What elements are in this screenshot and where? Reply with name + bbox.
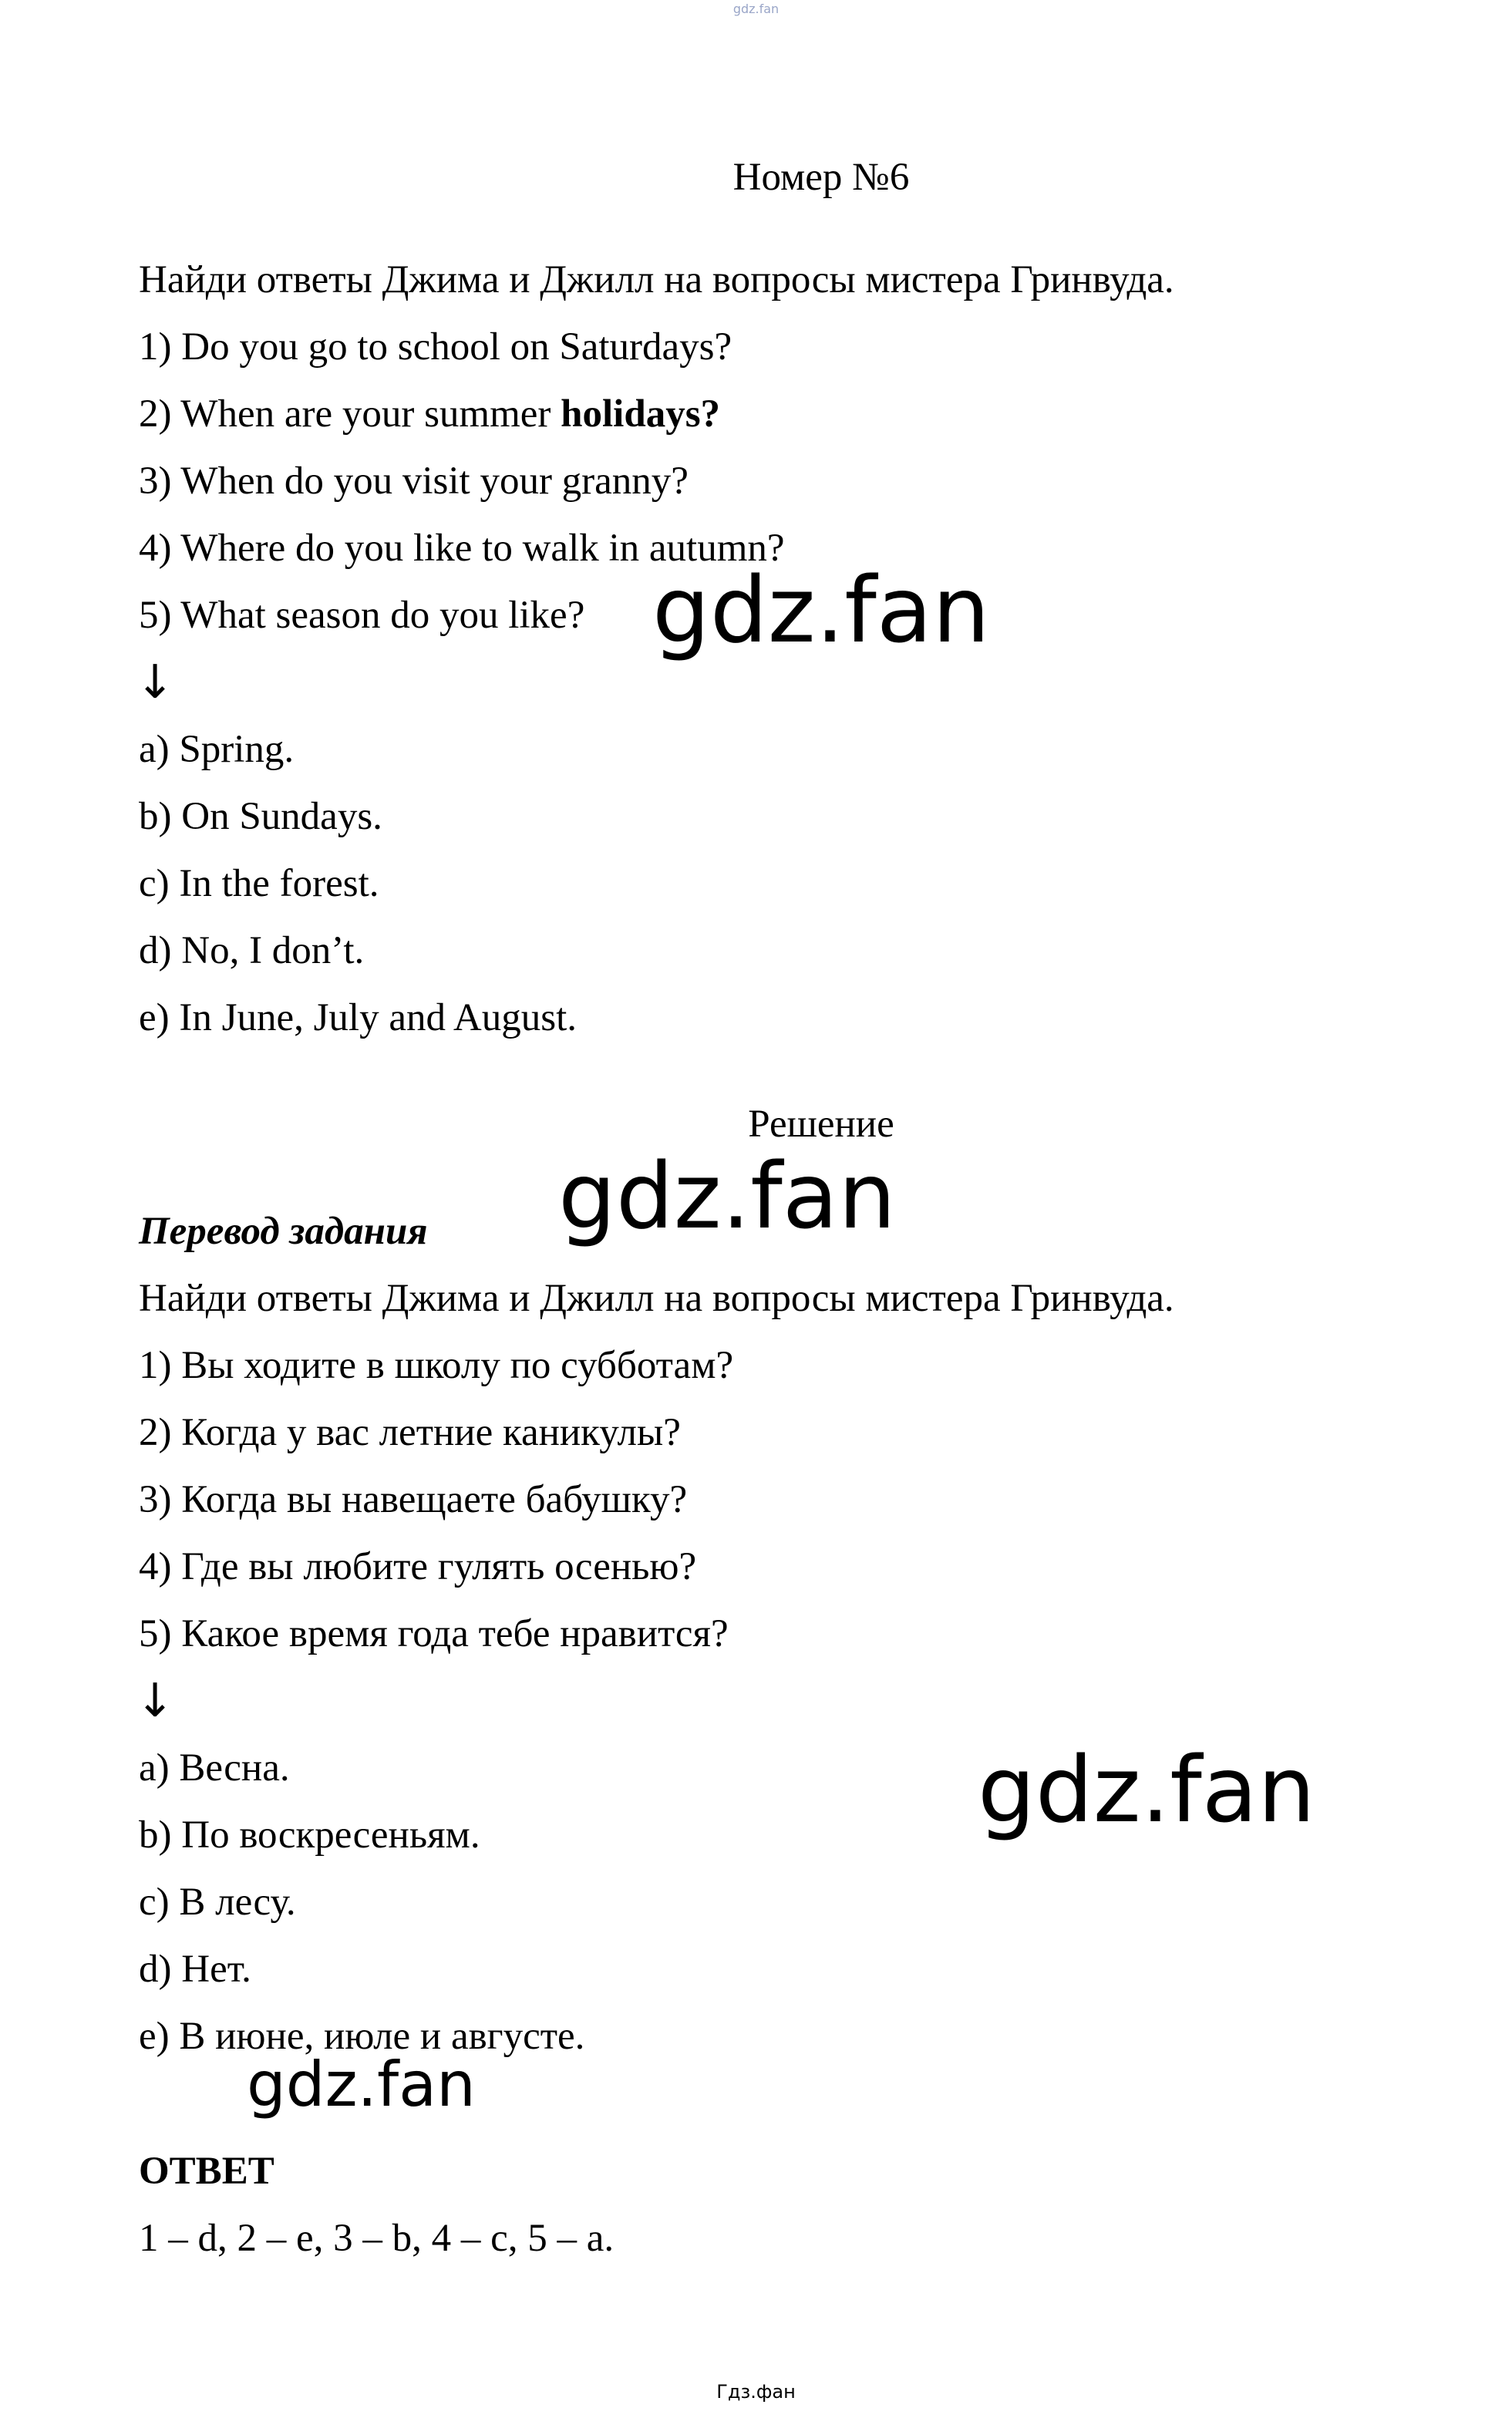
solution-heading: Решение <box>748 1103 894 1146</box>
translation-answer-a: a) Весна. <box>139 1746 290 1790</box>
question-2-text: 2) When are your summer <box>139 392 561 436</box>
down-arrow-icon: ↓ <box>136 655 175 709</box>
translation-answer-c: c) В лесу. <box>139 1881 296 1924</box>
question-5: 5) What season do you like? <box>139 594 585 637</box>
translation-question-5: 5) Какое время года тебе нравится? <box>139 1612 729 1655</box>
translation-question-3: 3) Когда вы навещаете бабушку? <box>139 1478 688 1521</box>
page-title: Номер №6 <box>732 156 910 199</box>
answer-c: c) In the forest. <box>139 862 379 905</box>
translation-question-4: 4) Где вы любите гулять осенью? <box>139 1545 697 1588</box>
task-instruction: Найди ответы Джима и Джилл на вопросы мистера Гринвуда. <box>139 258 1174 301</box>
translation-down-arrow-icon: ↓ <box>136 1674 175 1728</box>
answer-b: b) On Sundays. <box>139 795 382 838</box>
translation-question-2: 2) Когда у вас летние каникулы? <box>139 1411 681 1454</box>
answer-text: 1 – d, 2 – e, 3 – b, 4 – c, 5 – a. <box>139 2217 615 2260</box>
watermark-3: gdz.fan <box>978 1736 1315 1843</box>
watermark-4: gdz.fan <box>247 2049 476 2120</box>
question-1: 1) Do you go to school on Saturdays? <box>139 325 732 369</box>
translation-heading: Перевод задания <box>139 1210 428 1253</box>
translation-instruction: Найди ответы Джима и Джилл на вопросы мистера Гринвуда. <box>139 1277 1174 1320</box>
answer-e: e) In June, July and August. <box>139 996 578 1039</box>
question-2-bold: holidays? <box>561 392 721 436</box>
top-watermark: gdz.fan <box>732 2 780 16</box>
answer-d: d) No, I don’t. <box>139 929 365 972</box>
translation-question-1: 1) Вы ходите в школу по субботам? <box>139 1344 734 1387</box>
watermark-1: gdz.fan <box>652 557 990 663</box>
answer-a: a) Spring. <box>139 728 295 771</box>
question-4: 4) Where do you like to walk in autumn? <box>139 527 785 570</box>
footer-watermark: Гдз.фан <box>716 2381 796 2403</box>
watermark-2: gdz.fan <box>558 1143 896 1249</box>
question-3: 3) When do you visit your granny? <box>139 460 689 503</box>
answer-heading: ОТВЕТ <box>139 2150 274 2193</box>
translation-answer-e: e) В июне, июле и августе. <box>139 2015 585 2058</box>
question-2 <box>139 391 720 437</box>
translation-answer-b: b) По воскресеньям. <box>139 1814 480 1857</box>
translation-answer-d: d) Нет. <box>139 1948 251 1991</box>
